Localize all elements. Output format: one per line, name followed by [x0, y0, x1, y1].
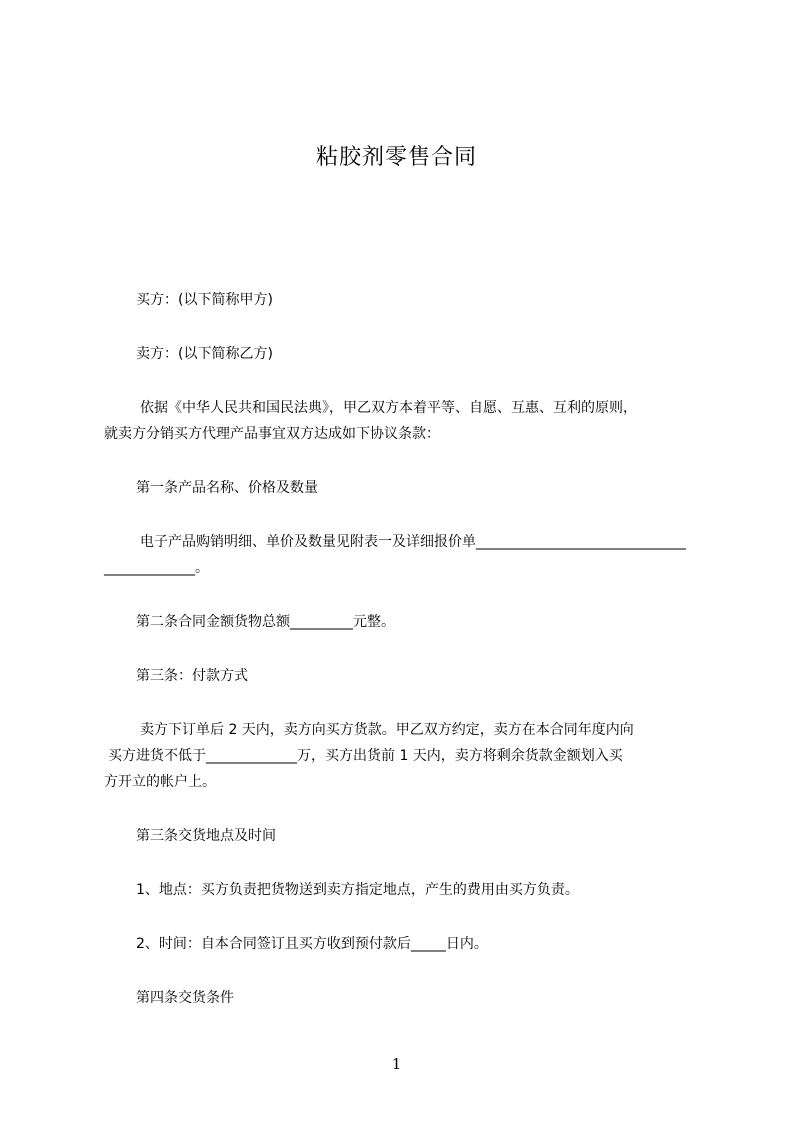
article-3-body-line-1: 卖方下订单后 2 天内，卖方向买方货款。甲乙双方约定，卖方在本合同年度内向 — [140, 722, 634, 738]
basis-line-1: 依据《中华人民共和国民法典》，甲乙双方本着平等、自愿、互惠、互利的原则， — [140, 400, 637, 416]
article-1-body-line-2: _____________。 — [104, 560, 209, 576]
article-3-body-line-3: 方开立的帐户上。 — [104, 774, 216, 790]
article-3-heading: 第三条：付款方式 — [136, 668, 248, 684]
document-title: 粘胶剂零售合同 — [315, 145, 477, 170]
buyer-line: 买方：(以下简称甲方) — [136, 292, 273, 308]
basis-line-2: 就卖方分销买方代理产品事宜双方达成如下协议条款： — [104, 426, 440, 442]
article-3b-item-2: 2、时间：自本合同签订且买方收到预付款后_____日内。 — [136, 936, 488, 952]
article-1-body-line-1: 电子产品购销明细、单价及数量见附表一及详细报价单______________________________ — [140, 534, 686, 550]
article-1-heading: 第一条产品名称、价格及数量 — [136, 480, 318, 496]
page-number: 1 — [391, 1055, 402, 1073]
article-3b-item-1: 1、地点：买方负责把货物送到卖方指定地点，产生的费用由买方负责。 — [136, 882, 579, 898]
article-4-heading: 第四条交货条件 — [136, 990, 234, 1006]
article-3-body-line-2: 买方进货不低于_____________万，买方出货前 1 天内，卖方将剩余货款金额划入买 — [108, 748, 623, 764]
seller-line: 卖方：(以下简称乙方) — [136, 346, 273, 362]
article-3b-heading: 第三条交货地点及时间 — [136, 828, 276, 844]
article-2-line: 第二条合同金额货物总额_________元整。 — [136, 614, 395, 630]
